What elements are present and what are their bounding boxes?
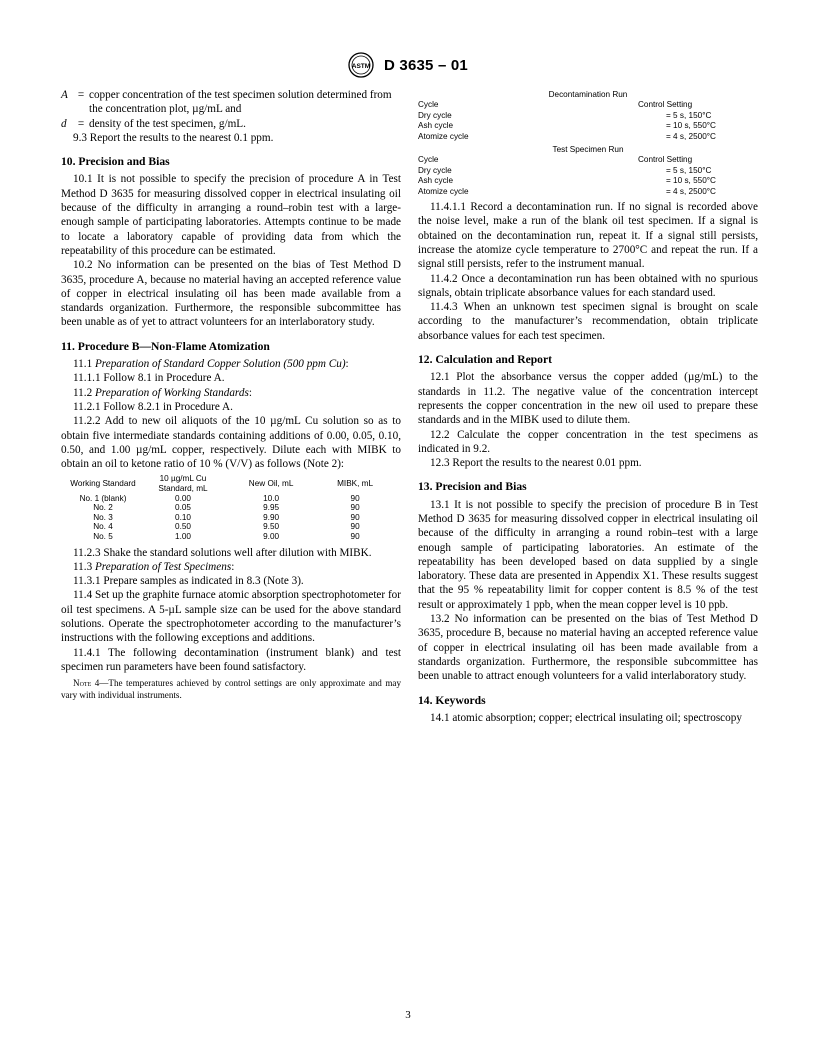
run-cell: Cycle	[418, 100, 439, 110]
table-cell: 90	[350, 531, 360, 541]
table-header-cell: 10 µg/mL Cu Standard, mL	[158, 474, 208, 494]
para-10-2: 10.2 No information can be presented on the bias of Test Method D 3635, procedure A, because no material having an accepted reference value of copper in electrical insulating oil has been made available from a standards organization. Furthermore, the responsible subcommittee has been unable as of yet to attract volunteers for an interlaboratory study.	[61, 259, 401, 329]
table-header-cell: New Oil, mL	[248, 479, 294, 489]
run-cell: Dry cycle	[418, 110, 452, 120]
para-number: 11.3	[73, 560, 93, 573]
definition-equals: =	[77, 89, 85, 101]
table-cell: No. 2	[93, 503, 113, 513]
table-header-row	[65, 474, 393, 493]
run-row	[418, 111, 758, 121]
section-11-heading: 11. Procedure B—Non-Flame Atomization	[61, 339, 270, 353]
definition-symbol: A	[61, 89, 68, 101]
table-row	[65, 503, 393, 513]
para-13-1: 13.1 It is not possible to specify the precision of procedure B in Test Method D 3635 for measuring dissolved copper in electrical insulating oil because of the difficulty in arranging a round robin–test with a large enough sample of participating laboratories. An estimate of the repeatability has been developed based on data supplied by a single laboratory. These data are presented in Appendix X1. These results suggest that the 95 % repeatability limit for copper content is 8.5 % of the test result or approximately 1 ppb, when the mean copper level is 10 ppb.	[418, 498, 758, 611]
table-row	[65, 522, 393, 532]
para-13-2: 13.2 No information can be presented on the bias of Test Method D 3635, procedure B, because no material having an accepted reference value of copper in electrical insulating oil has been made available from a standards organization. Furthermore, the responsible subcommittee has been unable to attract enough volunteers for a valid interlaboratory study.	[418, 613, 758, 683]
run-cell: = 10 s, 550°C	[666, 176, 716, 186]
table-cell: 90	[350, 503, 360, 513]
definition-d	[61, 117, 401, 131]
table-row	[65, 532, 393, 542]
note-4	[61, 678, 401, 701]
run-cell: Atomize cycle	[418, 186, 469, 196]
para-9-3: 9.3 Report the results to the nearest 0.1 ppm.	[73, 131, 274, 144]
table-cell: 9.00	[263, 531, 280, 541]
definition-a	[61, 88, 401, 117]
run-cell: = 4 s, 2500°C	[666, 186, 716, 196]
run-header-row	[418, 155, 758, 165]
table-cell: 0.50	[175, 522, 191, 532]
run-cell: = 5 s, 150°C	[666, 165, 712, 175]
run-cell: Atomize cycle	[418, 131, 469, 141]
note-label: Note 4	[73, 678, 100, 689]
section-13-heading: 13. Precision and Bias	[418, 480, 527, 494]
run-row	[418, 132, 758, 142]
subsection-title: Preparation of Standard Copper Solution (500 ppm Cu)	[94, 358, 346, 371]
run-title: Test Specimen Run	[552, 145, 624, 155]
para-11-4-2: 11.4.2 Once a decontamination run has been obtained with no spurious signals, obtain triplicate absorbance values for each standard used.	[418, 272, 758, 299]
run-row	[418, 121, 758, 131]
para-number: 11.1	[73, 358, 93, 371]
para-11-4-1: 11.4.1 The following decontamination (instrument blank) and test specimen run parameters have been found satisfactory.	[61, 646, 401, 673]
para-number: 11.2	[73, 386, 93, 399]
table-cell: 1.00	[175, 531, 191, 541]
para-11-3	[61, 560, 401, 574]
subsection-title: Preparation of Working Standards	[94, 386, 249, 399]
page-header	[0, 52, 816, 78]
para-12-2: 12.2 Calculate the copper concentration in the test specimens as indicated in 9.2.	[418, 428, 758, 455]
run-cell: Control Setting	[638, 155, 693, 165]
working-standards-table	[65, 474, 393, 541]
subsection-title: Preparation of Test Specimens	[94, 560, 232, 573]
table-cell: No. 1 (blank)	[79, 493, 127, 503]
table-cell: No. 5	[93, 531, 113, 541]
run-cell: Ash cycle	[418, 121, 454, 131]
punctuation: :	[248, 386, 252, 399]
run-header-row	[418, 100, 758, 110]
table-cell: 9.50	[263, 522, 280, 532]
note-text: —The temperatures achieved by control settings are only approximate and may vary with individual instruments.	[61, 678, 401, 700]
table-cell: 90	[350, 522, 360, 532]
definition-text: copper concentration of the test specimen solution determined from the concentration plot, µg/mL and	[89, 89, 392, 116]
para-11-2-2: 11.2.2 Add to new oil aliquots of the 10 µg/mL Cu solution so as to obtain five intermediate standards containing additions of 0.00, 0.05, 0.10, 0.50, and 1.00 µg/mL copper, respectively. Dilute each with MIBK to obtain an oil to ketone ratio of 10 % (V/V) as follows (Note 2):	[61, 415, 401, 471]
punctuation: :	[345, 358, 349, 371]
left-column	[61, 88, 401, 701]
run-title: Decontamination Run	[548, 90, 628, 99]
table-cell: 90	[350, 493, 360, 503]
test-specimen-run-table	[418, 145, 758, 197]
designation: D 3635 – 01	[384, 56, 468, 74]
section-14-heading: 14. Keywords	[418, 693, 486, 707]
table-row	[65, 513, 393, 523]
para-11-4-3: 11.4.3 When an unknown test specimen signal is brought on scale according to the manufacturer’s recommendation, obtain triplicate absorbance values for each test specimen.	[418, 301, 758, 342]
table-cell: 9.95	[263, 503, 280, 513]
page-number: 3	[405, 1009, 411, 1021]
para-12-3: 12.3 Report the results to the nearest 0.01 ppm.	[430, 457, 642, 470]
table-cell: No. 3	[93, 512, 113, 522]
para-11-2-1: 11.2.1 Follow 8.2.1 in Procedure A.	[73, 400, 233, 413]
run-cell: Control Setting	[638, 100, 693, 110]
table-cell: 90	[350, 512, 360, 522]
para-11-1-1: 11.1.1 Follow 8.1 in Procedure A.	[73, 372, 225, 385]
section-12-heading: 12. Calculation and Report	[418, 353, 552, 367]
run-cell: = 10 s, 550°C	[666, 121, 716, 131]
para-11-4: 11.4 Set up the graphite furnace atomic absorption spectrophotometer for oil test specimens. A 5-µL sample size can be used for the above standard solutions. Operate the spectrophotometer according to the manufacturer’s instructions with the following exceptions and additions.	[61, 589, 401, 645]
para-11-1	[61, 357, 401, 371]
table-cell: 10.0	[263, 493, 280, 503]
run-cell: Cycle	[418, 155, 439, 165]
run-row	[418, 166, 758, 176]
run-cell: = 5 s, 150°C	[666, 110, 712, 120]
decontamination-run-table	[418, 90, 758, 142]
para-12-1: 12.1 Plot the absorbance versus the copper added (µg/mL) to the standards in 11.2. The negative value of the concentration intercept represents the copper concentration in the new oil used to prepare these standards and in the MIBK used to dilute them.	[418, 371, 758, 427]
definition-symbol: d	[61, 117, 67, 130]
section-10-heading: 10. Precision and Bias	[61, 155, 170, 169]
run-cell: Ash cycle	[418, 176, 454, 186]
table-cell: 0.00	[175, 493, 191, 503]
para-11-4-1-1: 11.4.1.1 Record a decontamination run. If no signal is recorded above the noise level, make a run of the blank oil test specimen. If a signal is obtained on the decontamination run, repeat it. If a signal still persists, increase the atomize cycle temperature to 2700°C and repeat the run. If a signal still persists, refer to the instrument manual.	[418, 201, 758, 271]
table-row	[65, 494, 393, 504]
table-header-cell: Working Standard	[70, 479, 136, 489]
table-cell: 0.05	[175, 503, 191, 513]
para-11-2-3: 11.2.3 Shake the standard solutions well after dilution with MIBK.	[73, 546, 372, 559]
para-10-1: 10.1 It is not possible to specify the precision of procedure A in Test Method D 3635 for measuring dissolved copper in electrical insulating oil because of the difficulty in arranging a round–robin test with a large-enough sample of participating laboratories. Attempts continue to be made to locate a laboratory capable of providing data from which the repeatability of this procedure can be estimated.	[61, 173, 401, 257]
para-14-1: 14.1 atomic absorption; copper; electrical insulating oil; spectroscopy	[430, 711, 742, 724]
run-cell: = 4 s, 2500°C	[666, 131, 716, 141]
para-11-3-1: 11.3.1 Prepare samples as indicated in 8.3 (Note 3).	[73, 575, 304, 588]
para-11-2	[61, 386, 401, 400]
table-cell: 0.10	[175, 512, 191, 522]
punctuation: :	[231, 560, 235, 573]
definition-text: density of the test specimen, g/mL.	[89, 117, 246, 130]
run-row	[418, 176, 758, 186]
table-header-cell: MIBK, mL	[337, 479, 374, 489]
table-cell: No. 4	[93, 522, 113, 532]
definition-equals: =	[77, 117, 85, 130]
right-column	[418, 90, 758, 725]
run-cell: Dry cycle	[418, 165, 452, 175]
run-row	[418, 187, 758, 197]
svg-text:ASTM: ASTM	[351, 63, 371, 70]
table-cell: 9.90	[263, 512, 280, 522]
astm-logo-icon	[348, 52, 374, 78]
